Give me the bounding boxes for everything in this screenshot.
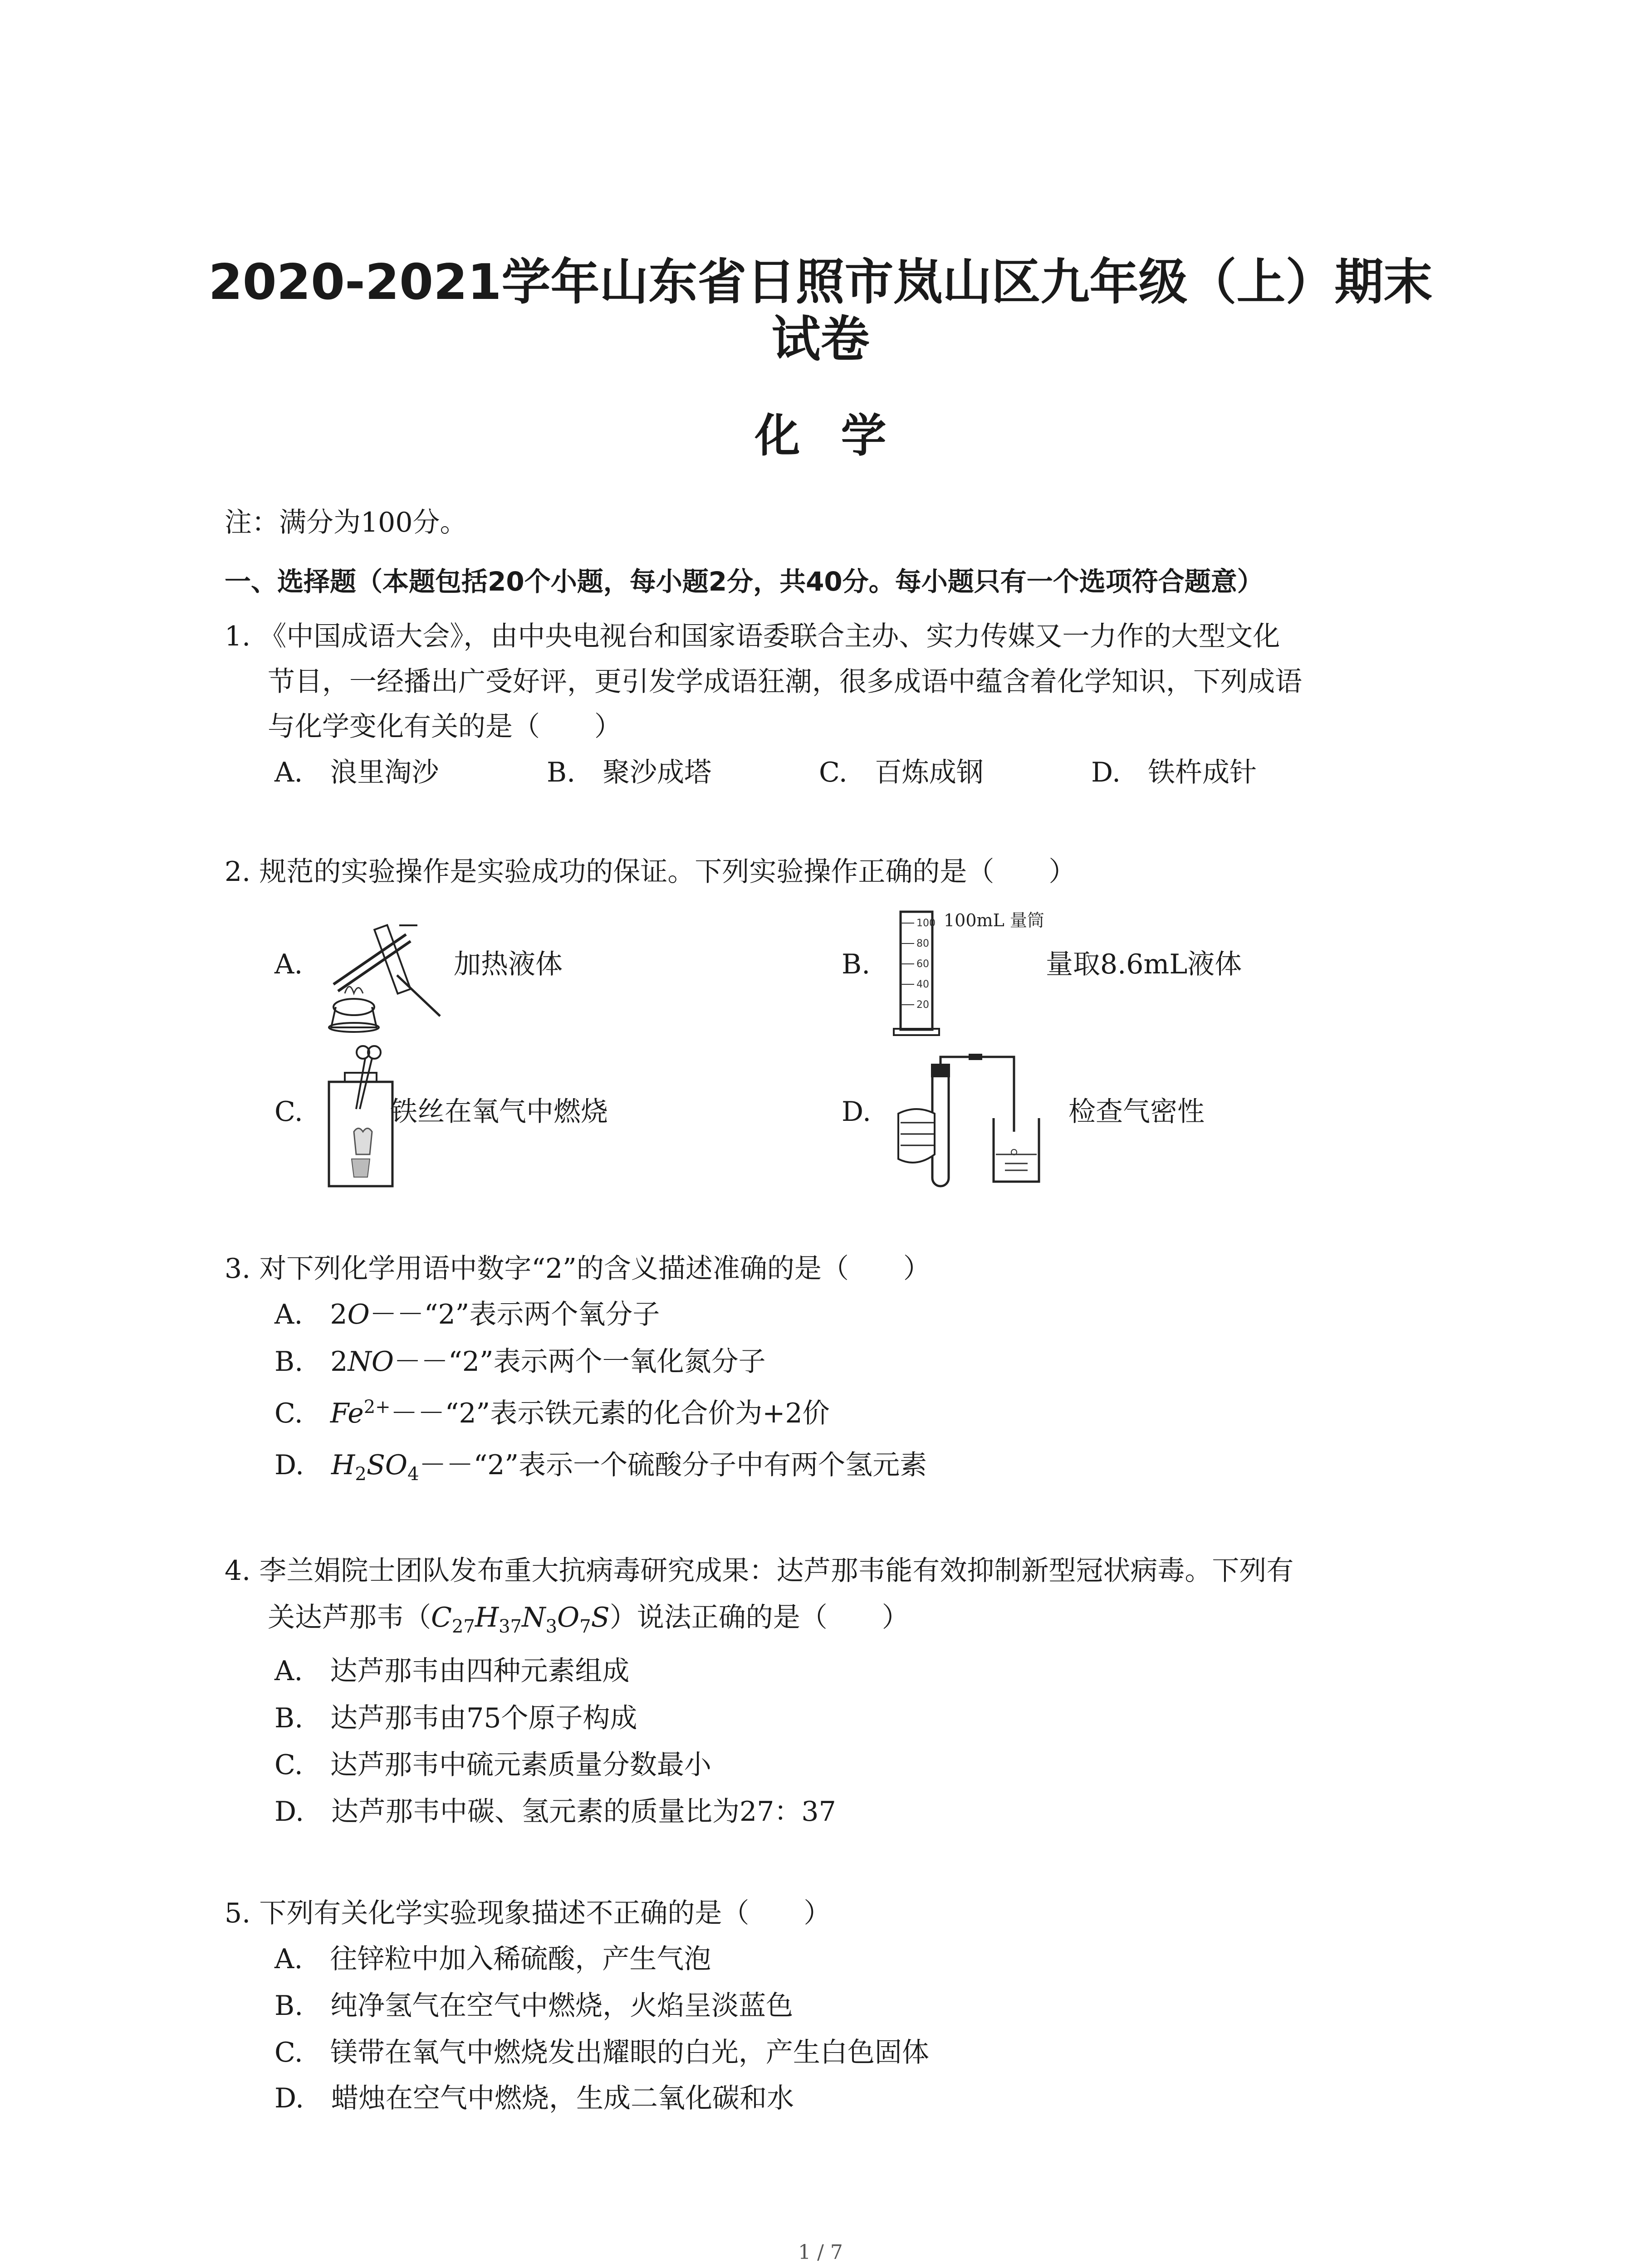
tick-label: 20 [916,999,929,1011]
q1-option-d[interactable] [1091,756,1257,789]
q3-option-d[interactable] [274,1449,927,1485]
option-label: A. [274,757,303,788]
page-number: 1 / 7 [798,2241,843,2264]
q2-option-b-caption: 量取8.6mL液体 [1046,948,1242,980]
q1-stem-line-1: 1. 《中国成语大会》，由中央电视台和国家语委联合主办、实力传媒又一力作的大型文化 [225,621,1280,652]
q5-option-b[interactable] [274,1989,793,2022]
option-label: B. [274,1346,304,1378]
q3-option-c[interactable] [274,1397,830,1430]
option-text: 镁带在氧气中燃烧发出耀眼的白光，产生白色固体 [330,2037,929,2068]
option-text: 浪里淘沙 [330,757,439,788]
subscript: 2 [355,1464,367,1485]
title-line-2: 试卷 [771,311,870,368]
q4-option-c[interactable] [274,1749,711,1781]
subject-title: 化学 [754,409,927,462]
symbol: S [591,1602,610,1633]
option-label: B. [274,1990,304,2022]
charge: 2+ [363,1397,391,1418]
formula [331,1449,419,1485]
option-label: D. [1091,757,1121,788]
q1-stem-line-3: 与化学变化有关的是（ ） [268,711,622,743]
symbol: C [431,1602,452,1633]
q2-stem: 2. 规范的实验操作是实验成功的保证。下列实验操作正确的是（ ） [225,856,1076,888]
symbol: NO [348,1346,394,1378]
symbol: O [347,1299,370,1330]
option-text: 铁杵成针 [1148,757,1257,788]
q3-stem: 3. 对下列化学用语中数字“2”的含义描述准确的是（ ） [225,1253,931,1285]
title-line-1: 2020-2021学年山东省日照市岚山区九年级（上）期末 [208,254,1433,311]
q5-option-a[interactable] [274,1943,711,1975]
subscript: 27 [451,1616,475,1637]
option-label: A. [274,1943,303,1975]
symbol: H [475,1602,499,1633]
q5-stem: 5. 下列有关化学实验现象描述不正确的是（ ） [225,1897,831,1929]
q2-option-b-label[interactable]: B. [842,948,871,980]
symbol: N [522,1602,546,1633]
airtightness-check-figure [889,1050,1071,1195]
option-text: －－“2”表示两个一氧化氮分子 [394,1346,766,1378]
option-label: A. [274,1655,303,1687]
tick-label: 40 [916,979,929,990]
formula [330,1299,369,1330]
iron-wire-burning-figure [320,1041,402,1191]
heating-liquid-figure [318,907,454,1034]
q2-option-a-label[interactable]: A. [274,948,303,980]
q3-option-a[interactable] [274,1298,660,1331]
tick-label: 100 [916,918,936,929]
subscript: 7 [579,1616,591,1637]
option-label: C. [274,1398,303,1429]
tick-label: 80 [916,938,929,949]
q1-stem-line-2: 节目，一经播出广受好评，更引发学成语狂潮，很多成语中蕴含着化学知识，下列成语 [268,666,1302,698]
q1-option-c[interactable] [819,756,984,789]
option-label: C. [274,2037,303,2068]
option-text: 达芦那韦中碳、氢元素的质量比为27：37 [331,1796,836,1828]
option-label: B. [274,1702,304,1734]
subscript: 37 [499,1616,522,1637]
option-label: D. [274,1449,304,1481]
symbol: H [331,1449,355,1481]
option-text: 达芦那韦中硫元素质量分数最小 [330,1749,711,1781]
q2-option-d-caption: 检查气密性 [1068,1096,1205,1128]
symbol: SO [366,1449,408,1481]
option-text: 百炼成钢 [874,757,984,788]
q2-option-d-label[interactable]: D. [842,1096,872,1128]
subscript: 4 [407,1464,419,1485]
subscript: 3 [545,1616,558,1637]
option-text: 蜡烛在空气中燃烧，生成二氧化碳和水 [331,2082,794,2114]
score-note: 注：满分为100分。 [225,507,467,538]
formula [330,1346,394,1378]
q3-option-b[interactable] [274,1345,766,1378]
q1-option-b[interactable] [547,756,711,789]
option-text: 达芦那韦由75个原子构成 [330,1702,637,1734]
q2-option-a-caption: 加热液体 [454,948,563,980]
coefficient: 2 [330,1299,348,1330]
option-text: 达芦那韦由四种元素组成 [330,1655,630,1687]
option-text: －－“2”表示铁元素的化合价为+2价 [390,1398,830,1429]
q5-option-c[interactable] [274,2036,929,2069]
formula [330,1398,391,1429]
q4-option-a[interactable] [274,1655,629,1687]
page-title [0,254,1641,368]
option-text: 聚沙成塔 [603,757,712,788]
formula [431,1602,610,1637]
option-text: 往锌粒中加入稀硫酸，产生气泡 [330,1943,711,1975]
option-label: B. [547,757,576,788]
q2-option-c-label[interactable]: C. [274,1096,303,1128]
option-label: C. [819,757,847,788]
coefficient: 2 [330,1346,348,1378]
q4-option-d[interactable] [274,1795,836,1828]
q4-stem-line-1: 4. 李兰娟院士团队发布重大抗病毒研究成果：达芦那韦能有效抑制新型冠状病毒。下列有 [225,1555,1294,1587]
symbol: Fe [330,1398,364,1429]
option-text: －－“2”表示一个硫酸分子中有两个氢元素 [419,1449,927,1481]
option-text: 纯净氢气在空气中燃烧，火焰呈淡蓝色 [330,1990,794,2022]
q4-stem-line-2 [268,1601,909,1637]
cylinder-label: 100mL 量筒 [944,910,1044,930]
q2-option-c-caption: 铁丝在氧气中燃烧 [390,1096,608,1128]
q4-option-b[interactable] [274,1702,637,1735]
option-label: D. [274,1796,304,1828]
option-label: C. [274,1749,303,1781]
option-label: D. [274,2082,304,2114]
option-label: A. [274,1299,303,1330]
q1-option-a[interactable] [274,756,439,789]
symbol: O [557,1602,580,1633]
stem-text: 关达芦那韦（ [268,1602,431,1633]
q5-option-d[interactable] [274,2082,794,2115]
stem-text: ）说法正确的是（ ） [609,1602,909,1633]
section-heading: 一、选择题（本题包括20个小题，每小题2分，共40分。每小题只有一个选项符合题意） [225,566,1264,597]
tick-label: 60 [916,958,929,970]
option-text: －－“2”表示两个氧分子 [369,1299,660,1330]
